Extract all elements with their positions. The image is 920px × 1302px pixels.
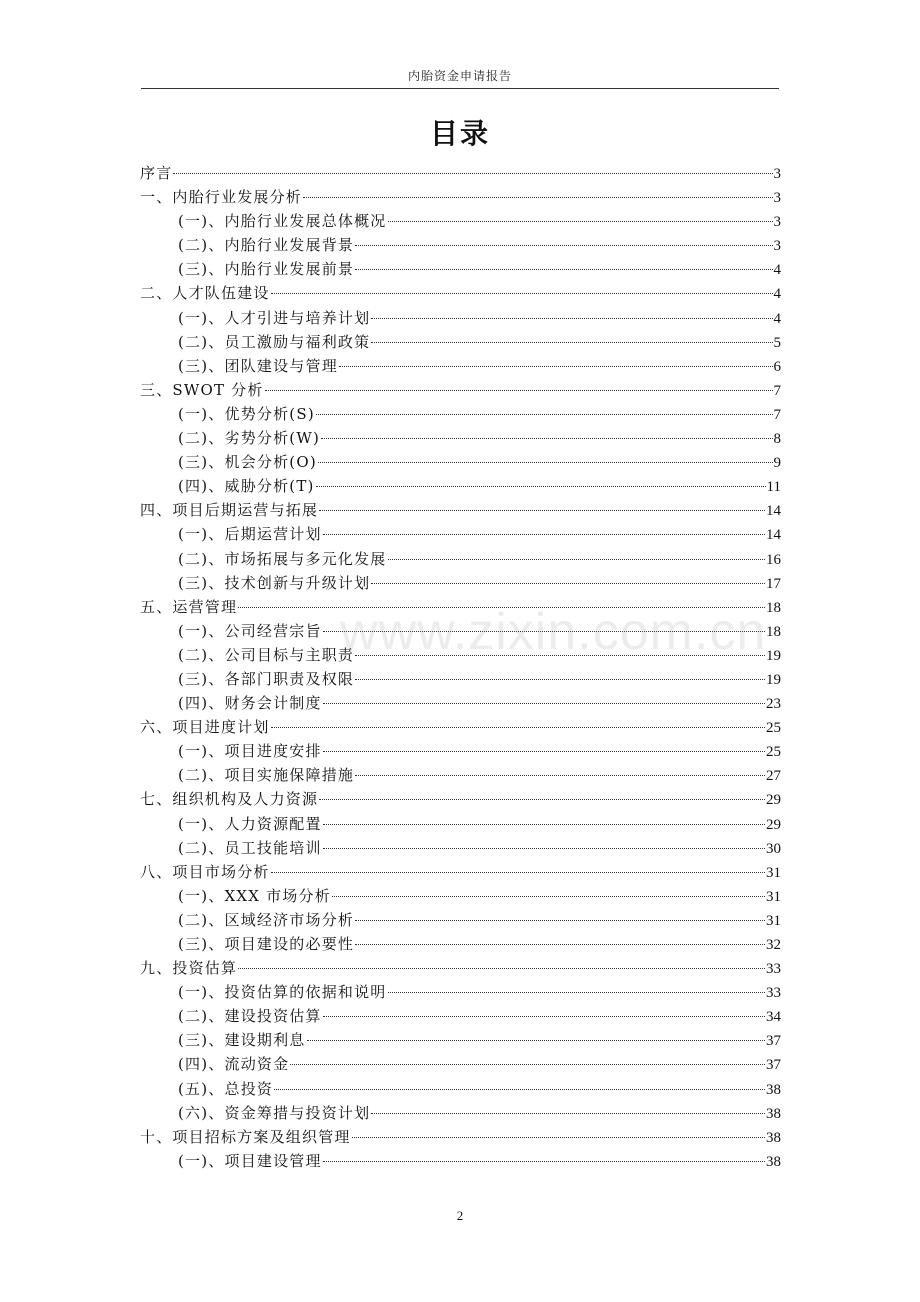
toc-entry[interactable] (140, 330, 781, 354)
toc-entry-page: 8 (773, 431, 781, 448)
toc-entry[interactable] (140, 1077, 781, 1101)
toc-dot-leader (355, 775, 765, 776)
toc-entry-page: 29 (766, 792, 781, 809)
toc-entry-label: 三、SWOT 分析 (140, 380, 264, 399)
toc-entry-page: 38 (766, 1105, 781, 1122)
running-header: 内胎资金申请报告 (407, 69, 512, 83)
toc-dot-leader (323, 848, 765, 849)
toc-entry[interactable] (140, 643, 781, 667)
toc-entry-label: (三)、建设期利息 (178, 1031, 306, 1050)
toc-entry-page: 27 (766, 768, 781, 785)
toc-entry-label: 七、组织机构及人力资源 (140, 790, 319, 809)
toc-entry-label: (二)、内胎行业发展背景 (178, 236, 355, 255)
toc-entry-page: 16 (766, 551, 781, 568)
toc-entry-page: 23 (766, 696, 781, 713)
toc-dot-leader (271, 293, 773, 294)
toc-dot-leader (355, 655, 765, 656)
toc-entry-page: 7 (773, 406, 781, 423)
toc-entry-label: (一)、人力资源配置 (178, 814, 322, 833)
toc-dot-leader (352, 1137, 765, 1138)
toc-entry[interactable] (140, 1149, 781, 1173)
toc-entry[interactable] (140, 233, 781, 257)
toc-entry-page: 31 (766, 864, 781, 881)
toc-dot-leader (318, 462, 773, 463)
toc-entry-page: 3 (773, 238, 781, 255)
table-of-contents (140, 161, 781, 1173)
toc-entry-label: 十、项目招标方案及组织管理 (140, 1127, 351, 1146)
toc-entry[interactable] (140, 378, 781, 402)
toc-entry-label: (二)、劣势分析(W) (178, 429, 321, 448)
toc-entry[interactable] (140, 812, 781, 836)
toc-dot-leader (388, 559, 765, 560)
toc-entry[interactable] (140, 185, 781, 209)
toc-entry-label: (四)、威胁分析(T) (178, 477, 315, 496)
toc-entry[interactable] (140, 1028, 781, 1052)
toc-entry-label: (二)、公司目标与主职责 (178, 645, 355, 664)
toc-entry-page: 6 (773, 358, 781, 375)
toc-dot-leader (323, 1161, 765, 1162)
toc-entry-page: 4 (773, 286, 781, 303)
toc-entry-label: 序言 (140, 164, 173, 182)
toc-entry[interactable] (140, 908, 781, 932)
toc-dot-leader (355, 679, 765, 680)
toc-entry[interactable] (140, 715, 781, 739)
toc-dot-leader (271, 872, 765, 873)
toc-entry-page: 33 (766, 985, 781, 1002)
toc-entry[interactable] (140, 956, 781, 980)
toc-entry-label: (三)、各部门职责及权限 (178, 669, 355, 688)
toc-entry-label: (二)、区域经济市场分析 (178, 910, 355, 929)
toc-dot-leader (355, 944, 765, 945)
toc-entry[interactable] (140, 595, 781, 619)
toc-entry[interactable] (140, 547, 781, 571)
toc-entry-page: 3 (773, 190, 781, 207)
toc-entry[interactable] (140, 257, 781, 281)
toc-entry-label: 九、投资估算 (140, 959, 238, 978)
toc-entry-label: (三)、技术创新与升级计划 (178, 573, 371, 592)
toc-entry-label: (一)、项目建设管理 (178, 1151, 322, 1170)
toc-entry-page: 17 (766, 575, 781, 592)
toc-dot-leader (307, 1040, 765, 1041)
toc-dot-leader (271, 727, 765, 728)
toc-entry-page: 3 (773, 214, 781, 231)
toc-entry-label: (一)、后期运营计划 (178, 525, 322, 544)
toc-entry-label: (四)、财务会计制度 (178, 694, 322, 713)
toc-entry-page: 34 (766, 1009, 781, 1026)
toc-entry-label: (四)、流动资金 (178, 1055, 290, 1074)
page-number: 2 (456, 1208, 464, 1223)
toc-dot-leader (371, 1113, 765, 1114)
toc-entry-label: 二、人才队伍建设 (140, 284, 270, 303)
toc-entry-label: (一)、公司经营宗旨 (178, 621, 322, 640)
toc-dot-leader (371, 318, 772, 319)
toc-entry-page: 14 (766, 527, 781, 544)
toc-entry-page: 38 (766, 1153, 781, 1170)
toc-entry-label: 八、项目市场分析 (140, 862, 270, 881)
toc-entry-page: 19 (766, 647, 781, 664)
toc-entry-label: (一)、投资估算的依据和说明 (178, 983, 387, 1002)
toc-entry-page: 31 (766, 912, 781, 929)
toc-entry-label: (五)、总投资 (178, 1079, 274, 1098)
toc-entry-page: 11 (766, 479, 781, 496)
toc-dot-leader (173, 173, 772, 174)
toc-entry-page: 33 (766, 961, 781, 978)
toc-dot-leader (371, 583, 765, 584)
toc-entry-page: 38 (766, 1081, 781, 1098)
toc-entry-page: 5 (773, 334, 781, 351)
toc-entry-page: 37 (766, 1033, 781, 1050)
toc-dot-leader (332, 896, 765, 897)
toc-entry-label: (一)、优势分析(S) (178, 404, 315, 423)
toc-dot-leader (238, 607, 765, 608)
toc-dot-leader (316, 486, 766, 487)
toc-entry-page: 30 (766, 840, 781, 857)
toc-dot-leader (323, 703, 765, 704)
toc-entry[interactable] (140, 691, 781, 715)
toc-entry-label: (三)、团队建设与管理 (178, 356, 338, 375)
toc-entry-label: (一)、内胎行业发展总体概况 (178, 212, 387, 231)
toc-dot-leader (265, 390, 773, 391)
toc-entry[interactable] (140, 932, 781, 956)
toc-dot-leader (388, 221, 773, 222)
toc-entry[interactable] (140, 209, 781, 233)
toc-entry-label: (二)、员工技能培训 (178, 838, 322, 857)
toc-entry-label: (二)、市场拓展与多元化发展 (178, 549, 387, 568)
toc-entry-page: 14 (766, 503, 781, 520)
toc-dot-leader (323, 631, 765, 632)
toc-entry[interactable] (140, 522, 781, 546)
toc-dot-leader (323, 534, 765, 535)
toc-dot-leader (355, 245, 772, 246)
toc-dot-leader (355, 920, 765, 921)
toc-entry[interactable] (140, 667, 781, 691)
toc-entry-page: 7 (773, 382, 781, 399)
toc-entry-page: 4 (773, 262, 781, 279)
toc-dot-leader (323, 751, 765, 752)
toc-entry[interactable] (140, 1052, 781, 1076)
toc-entry-label: (二)、建设投资估算 (178, 1007, 322, 1026)
toc-dot-leader (355, 269, 772, 270)
toc-entry[interactable] (140, 884, 781, 908)
toc-entry[interactable] (140, 619, 781, 643)
toc-entry[interactable] (140, 739, 781, 763)
toc-entry[interactable] (140, 281, 781, 305)
toc-entry-label: (三)、内胎行业发展前景 (178, 260, 355, 279)
toc-entry[interactable] (140, 450, 781, 474)
toc-dot-leader (321, 438, 772, 439)
toc-dot-leader (323, 824, 765, 825)
toc-entry[interactable] (140, 787, 781, 811)
toc-entry-label: (二)、项目实施保障措施 (178, 766, 355, 785)
toc-dot-leader (388, 992, 765, 993)
toc-entry-page: 31 (766, 888, 781, 905)
toc-entry[interactable] (140, 1101, 781, 1125)
toc-entry[interactable] (140, 354, 781, 378)
toc-entry[interactable] (140, 1125, 781, 1149)
toc-entry-page: 9 (773, 455, 781, 472)
toc-entry-label: (二)、员工激励与福利政策 (178, 332, 371, 351)
toc-entry-page: 29 (766, 816, 781, 833)
toc-entry[interactable] (140, 571, 781, 595)
toc-entry[interactable] (140, 860, 781, 884)
toc-dot-leader (290, 1064, 765, 1065)
toc-entry-page: 18 (766, 599, 781, 616)
toc-dot-leader (319, 510, 765, 511)
toc-entry-label: (三)、机会分析(O) (178, 453, 317, 472)
toc-entry-label: (一)、人才引进与培养计划 (178, 308, 371, 327)
toc-entry-label: 五、运营管理 (140, 597, 238, 616)
toc-entry-page: 25 (766, 720, 781, 737)
toc-dot-leader (316, 414, 773, 415)
toc-dot-leader (319, 799, 765, 800)
header-rule (141, 88, 779, 89)
toc-entry[interactable] (140, 474, 781, 498)
toc-dot-leader (274, 1089, 765, 1090)
toc-entry-label: (六)、资金筹措与投资计划 (178, 1103, 371, 1122)
toc-entry-page: 3 (773, 166, 781, 182)
toc-entry-label: 六、项目进度计划 (140, 718, 270, 737)
toc-entry[interactable] (140, 498, 781, 522)
watermark: www.zixin.com.cn (340, 603, 767, 661)
toc-entry-label: (一)、XXX 市场分析 (178, 886, 331, 905)
toc-entry-page: 19 (766, 671, 781, 688)
toc-entry[interactable] (140, 426, 781, 450)
toc-dot-leader (238, 968, 765, 969)
toc-entry[interactable] (140, 836, 781, 860)
toc-entry-page: 32 (766, 937, 781, 953)
toc-entry-label: 一、内胎行业发展分析 (140, 188, 303, 207)
toc-entry-page: 18 (766, 623, 781, 640)
toc-entry-page: 4 (773, 310, 781, 327)
toc-entry-label: 四、项目后期运营与拓展 (140, 501, 319, 520)
toc-entry-page: 37 (766, 1057, 781, 1074)
toc-entry[interactable] (140, 306, 781, 330)
toc-dot-leader (339, 366, 773, 367)
toc-entry[interactable] (140, 980, 781, 1004)
toc-entry-label: (三)、项目建设的必要性 (178, 935, 355, 953)
toc-entry[interactable] (140, 161, 781, 185)
toc-entry-page: 25 (766, 744, 781, 761)
toc-entry[interactable] (140, 763, 781, 787)
toc-dot-leader (303, 197, 772, 198)
toc-entry[interactable] (140, 1004, 781, 1028)
toc-dot-leader (323, 1016, 765, 1017)
toc-dot-leader (371, 342, 772, 343)
toc-entry-page: 38 (766, 1129, 781, 1146)
toc-entry[interactable] (140, 402, 781, 426)
toc-title: 目录 (429, 117, 490, 150)
toc-entry-label: (一)、项目进度安排 (178, 742, 322, 761)
